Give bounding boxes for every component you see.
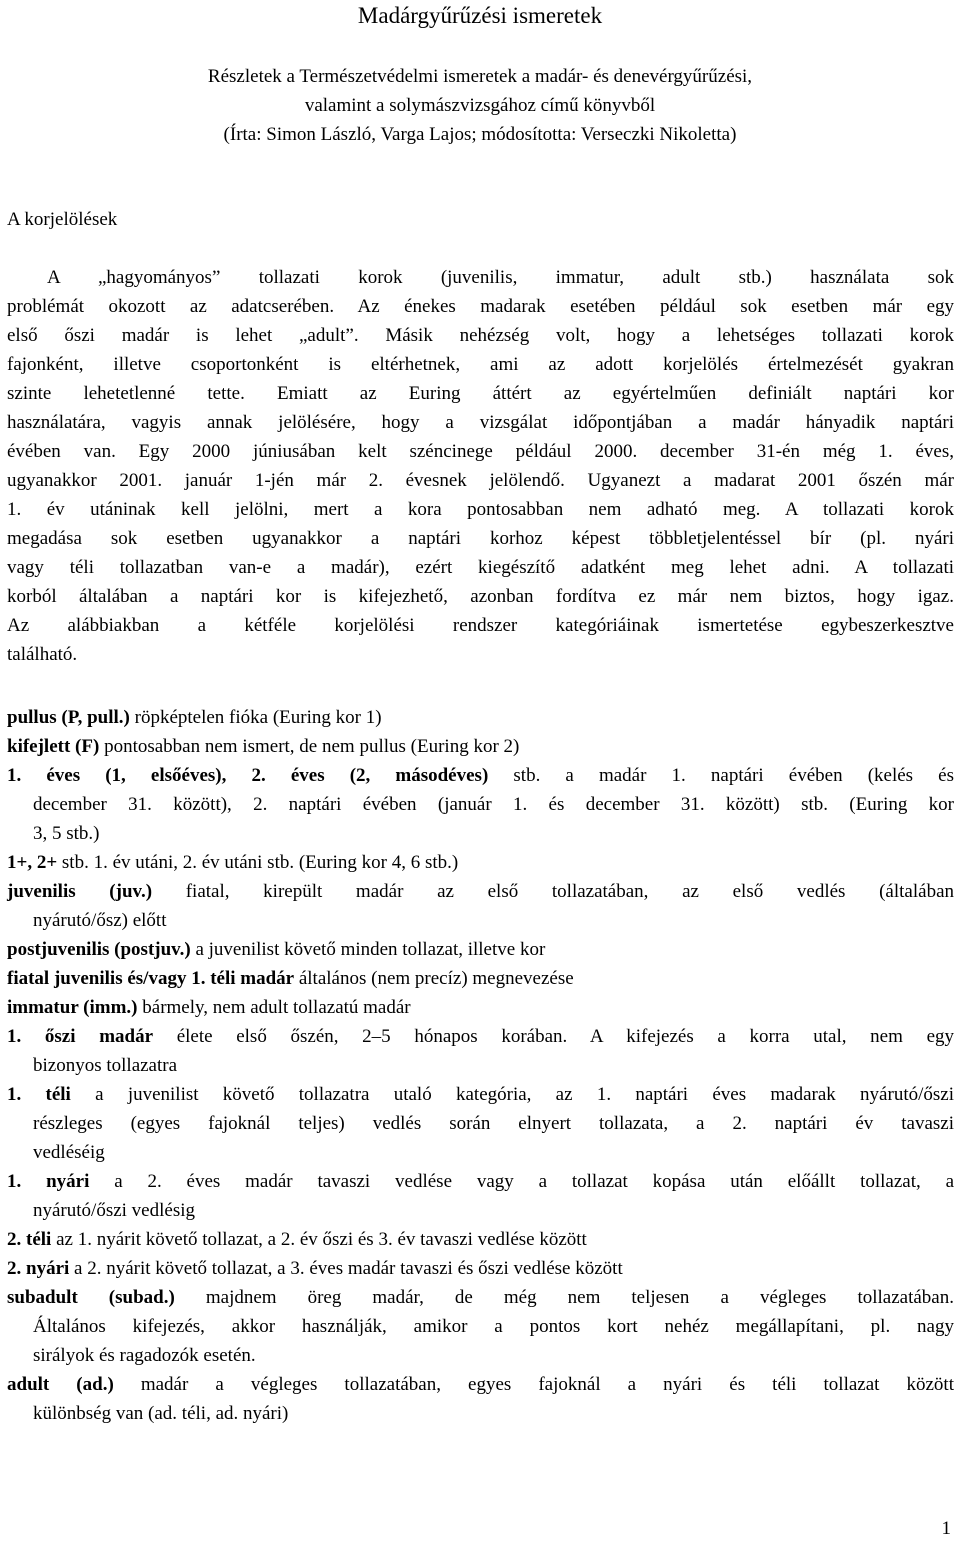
definition-continuation-line xyxy=(7,819,954,848)
definition-item xyxy=(7,877,954,935)
paragraph-line: szinte lehetetlenné tette. Emiatt az Euring áttért az egyértelműen definiált naptári kor xyxy=(7,383,954,404)
definition-text: vedléséig xyxy=(33,1142,105,1163)
definition-list xyxy=(7,703,954,1428)
definition-text: röpképtelen fióka (Euring kor 1) xyxy=(129,707,382,728)
definition-item xyxy=(7,732,954,761)
definition-term: adult (ad.) xyxy=(7,1374,114,1395)
definition-first-line xyxy=(7,1225,954,1254)
paragraph-line: első őszi madár is lehet „adult”. Másik nehézség volt, hogy a lehetséges tollazati korok xyxy=(7,325,954,346)
definition-term: 1. éves (1, elsőéves), 2. éves (2, másodéves) xyxy=(7,765,489,786)
definition-item xyxy=(7,993,954,1022)
definition-first-line xyxy=(7,964,954,993)
definition-term: juvenilis (juv.) xyxy=(7,881,153,902)
definition-text: a juvenilist követő minden tollazat, illetve kor xyxy=(190,939,546,960)
paragraph-line: ugyanakkor 2001. január 1-jén már 2. évesnek jelölendő. Ugyanezt a madarat 2001 őszén már xyxy=(7,470,954,491)
paragraph-line: 1. év utáninak kell jelölni, mert a kora pontosabban nem adható meg. A tollazati korok xyxy=(7,499,954,520)
definition-continuation-line xyxy=(7,1196,954,1225)
intro-paragraph xyxy=(7,263,954,669)
document-title: Madárgyűrűzési ismeretek xyxy=(357,3,603,28)
definition-item xyxy=(7,703,954,732)
paragraph-line: használatára, vagyis annak jelölésére, hogy a vizsgálat időpontjában a madár hányadik naptári xyxy=(7,412,954,433)
definition-term: fiatal juvenilis és/vagy 1. téli madár xyxy=(7,968,295,989)
definition-text: a juvenilist követő tollazatra utaló kategória, az 1. naptári éves madarak nyárutó/őszi xyxy=(70,1084,954,1105)
definition-item xyxy=(7,935,954,964)
definition-term: kifejlett (F) xyxy=(7,736,100,757)
paragraph-line: A „hagyományos” tollazati korok (juvenilis, immatur, adult stb.) használata sok xyxy=(47,267,954,288)
definition-first-line xyxy=(7,935,954,964)
definition-term: 2. nyári xyxy=(7,1258,70,1279)
subtitle-line: valamint a solymászvizsgához című könyvből xyxy=(304,95,656,116)
definition-first-line xyxy=(7,732,954,761)
definition-term: 1. nyári xyxy=(7,1171,90,1192)
definition-first-line xyxy=(7,1283,954,1312)
definition-first-line xyxy=(7,1370,954,1399)
definition-text: részleges (egyes fajoknál teljes) vedlés során elnyert tollazata, a 2. naptári év tavaszi xyxy=(33,1113,954,1134)
definition-term: subadult (subad.) xyxy=(7,1287,175,1308)
definition-continuation-line xyxy=(7,1138,954,1167)
document-subtitle xyxy=(0,62,960,149)
definition-first-line xyxy=(7,1167,954,1196)
section-heading: A korjelölések xyxy=(7,209,118,230)
definition-item xyxy=(7,1283,954,1370)
definition-continuation-line xyxy=(7,790,954,819)
definition-text: fiatal, kirepült madár az első tollazatában, az első vedlés (általában xyxy=(152,881,954,902)
definition-text: különbség van (ad. téli, ad. nyári) xyxy=(33,1403,289,1424)
definition-text: az 1. nyárit követő tollazat, a 2. év őszi és 3. év tavaszi vedlése között xyxy=(51,1229,587,1250)
paragraph-line: problémát okozott az adatcserében. Az énekes madarak esetében például sok esetben már egy xyxy=(7,296,954,317)
definition-text: nyárutó/ősz) előtt xyxy=(33,910,167,931)
definition-text: sirályok és ragadozók esetén. xyxy=(33,1345,256,1366)
definition-term: 1. téli xyxy=(7,1084,71,1105)
definition-item xyxy=(7,761,954,848)
definition-text: élete első őszén, 2–5 hónapos korában. A kifejezés a korra utal, nem egy xyxy=(153,1026,954,1047)
definition-text: stb. a madár 1. naptári évében (kelés és xyxy=(488,765,954,786)
paragraph-line: megadása sok esetben ugyanakkor a naptári korhoz képest többletjelentéssel bír (pl. nyári xyxy=(7,528,954,549)
definition-first-line xyxy=(7,1080,954,1109)
definition-item xyxy=(7,1080,954,1167)
definition-item xyxy=(7,1022,954,1080)
definition-term: postjuvenilis (postjuv.) xyxy=(7,939,191,960)
definition-text: a 2. nyárit követő tollazat, a 3. éves madár tavaszi és őszi vedlése között xyxy=(69,1258,623,1279)
definition-term: immatur (imm.) xyxy=(7,997,138,1018)
paragraph-line: korból általában a naptári kor is kifejezhető, azonban fordítva ez már nem biztos, hogy igaz. xyxy=(7,586,954,607)
paragraph-line: Az alábbiakban a kétféle korjelölési rendszer kategóriáinak ismertetése egybeszerkesztve xyxy=(7,615,954,636)
definition-continuation-line xyxy=(7,906,954,935)
definition-item xyxy=(7,1370,954,1428)
definition-item xyxy=(7,1225,954,1254)
definition-item xyxy=(7,964,954,993)
definition-term: 1+, 2+ xyxy=(7,852,58,873)
definition-item xyxy=(7,848,954,877)
definition-first-line xyxy=(7,877,954,906)
definition-continuation-line xyxy=(7,1312,954,1341)
definition-text: Általános kifejezés, akkor használják, amikor a pontos kort nehéz megállapítani, pl. nagy xyxy=(33,1316,954,1337)
definition-first-line xyxy=(7,848,954,877)
definition-text: stb. 1. év utáni, 2. év utáni stb. (Euring kor 4, 6 stb.) xyxy=(57,852,459,873)
definition-continuation-line xyxy=(7,1051,954,1080)
definition-first-line xyxy=(7,1022,954,1051)
definition-first-line xyxy=(7,993,954,1022)
paragraph-line: található. xyxy=(7,644,78,665)
subtitle-line: (Írta: Simon László, Varga Lajos; módosította: Verseczki Nikoletta) xyxy=(223,124,737,145)
definition-term: 1. őszi madár xyxy=(7,1026,154,1047)
definition-text: december 31. között), 2. naptári évében (január 1. és december 31. között) stb. (Euring kor xyxy=(33,794,954,815)
definition-first-line xyxy=(7,1254,954,1283)
definition-text: bármely, nem adult tollazatú madár xyxy=(137,997,411,1018)
definition-continuation-line xyxy=(7,1341,954,1370)
paragraph-line: vagy téli tollazatban van-e a madár), ezért kiegészítő adatként meg lehet adni. A tollazati xyxy=(7,557,954,578)
definition-first-line xyxy=(7,761,954,790)
definition-item xyxy=(7,1254,954,1283)
definition-text: 3, 5 stb.) xyxy=(33,823,100,844)
definition-text: majdnem öreg madár, de még nem teljesen a végleges tollazatában. xyxy=(174,1287,954,1308)
definition-text: madár a végleges tollazatában, egyes fajoknál a nyári és téli tollazat között xyxy=(113,1374,954,1395)
definition-text: pontosabban nem ismert, de nem pullus (Euring kor 2) xyxy=(99,736,520,757)
definition-continuation-line xyxy=(7,1399,954,1428)
definition-text: általános (nem precíz) megnevezése xyxy=(294,968,574,989)
paragraph-line: fajonként, illetve csoportonként is eltérhetnek, ami az adott korjelölés értelmezését gyakran xyxy=(7,354,954,375)
definition-text: nyárutó/őszi vedlésig xyxy=(33,1200,195,1221)
definition-item xyxy=(7,1167,954,1225)
definition-continuation-line xyxy=(7,1109,954,1138)
definition-text: a 2. éves madár tavaszi vedlése vagy a tollazat kopása után előállt tollazat, a xyxy=(89,1171,954,1192)
definition-first-line xyxy=(7,703,954,732)
definition-term: 2. téli xyxy=(7,1229,52,1250)
page-number: 1 xyxy=(941,1518,951,1539)
definition-text: bizonyos tollazatra xyxy=(33,1055,178,1076)
definition-term: pullus (P, pull.) xyxy=(7,707,130,728)
subtitle-line: Részletek a Természetvédelmi ismeretek a madár- és denevérgyűrűzési, xyxy=(207,66,753,87)
paragraph-line: évében van. Egy 2000 júniusában kelt széncinege például 2000. december 31-én még 1. éves, xyxy=(7,441,954,462)
